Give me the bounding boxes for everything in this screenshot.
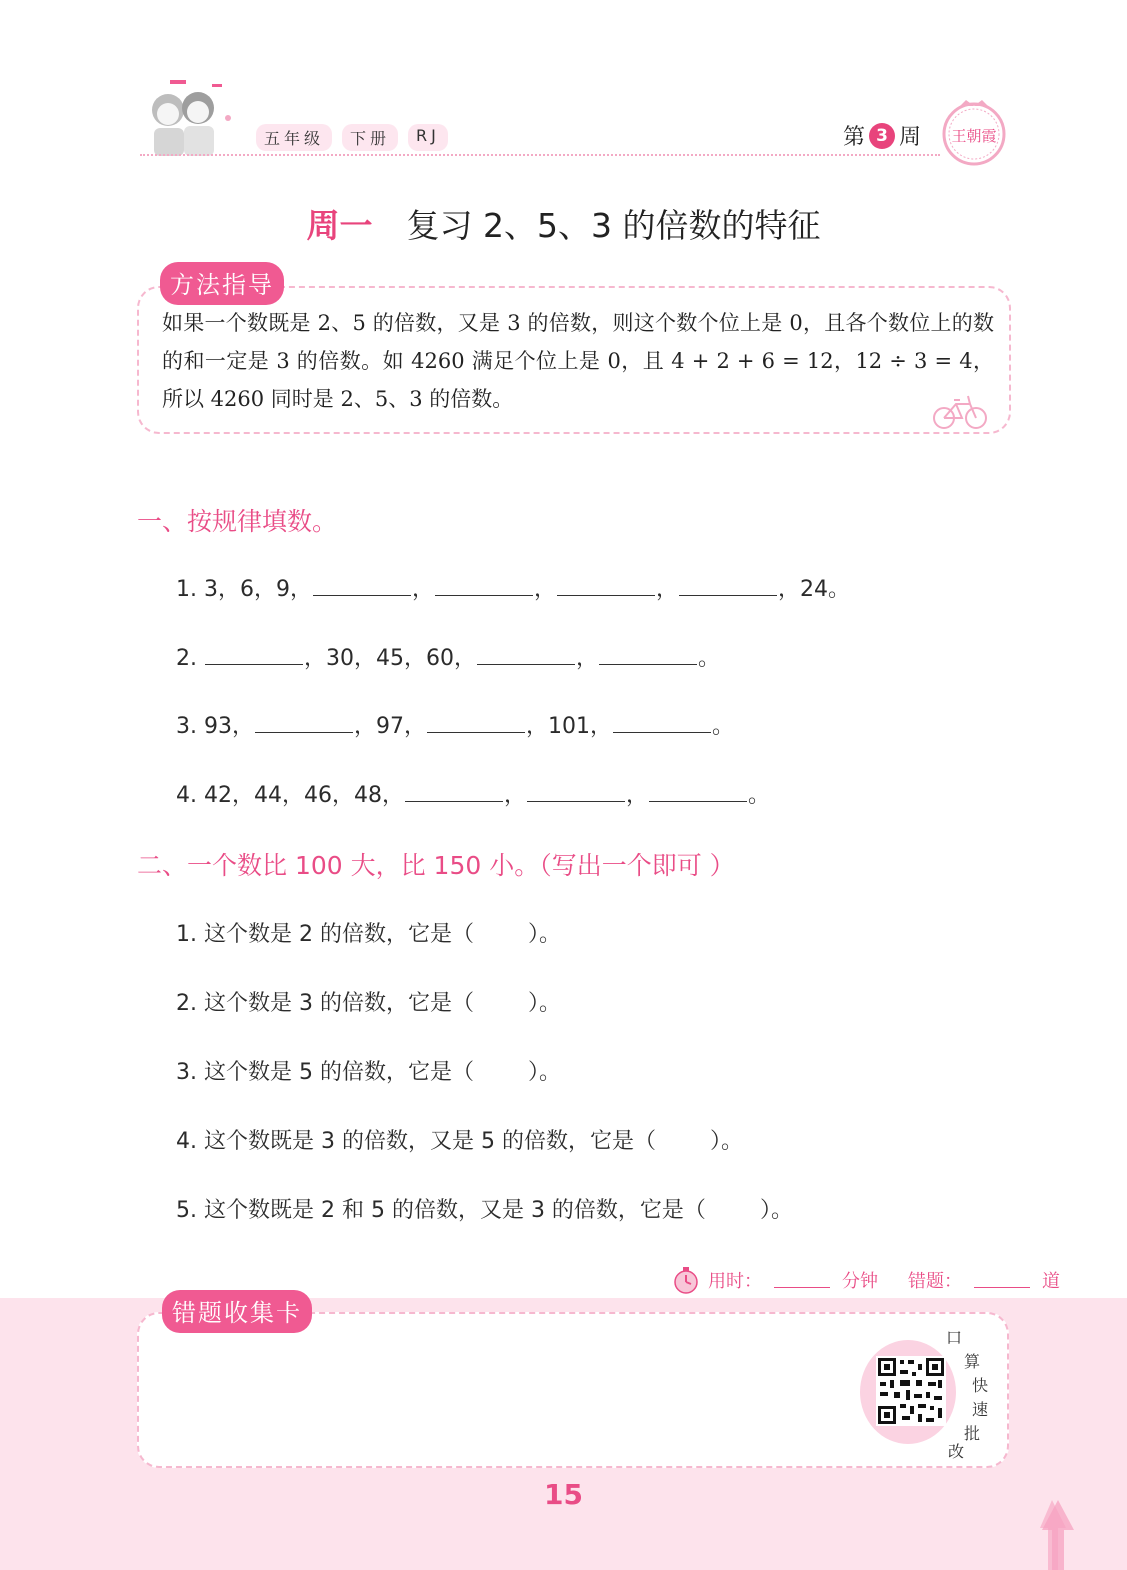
qr-caption: 口 算 快 速 批 改 <box>946 1328 989 1461</box>
week-prefix: 第 <box>842 125 865 150</box>
error-unit: 道 <box>1042 1271 1060 1292</box>
answer-blank[interactable] <box>679 577 777 596</box>
arrow-up-icon <box>1040 1500 1076 1570</box>
answer-blank[interactable] <box>599 646 697 665</box>
qr-code-icon[interactable] <box>876 1356 946 1426</box>
stopwatch-icon <box>672 1266 700 1294</box>
section2-heading: 二、一个数比 100 大，比 150 小。（写出一个即可 ） <box>137 851 735 880</box>
time-record <box>672 1266 1060 1294</box>
grade-tag: 五年级 <box>256 124 332 151</box>
s1-question-1: 1. 3，6，9， ， ， ， ，24。 <box>176 577 851 602</box>
s2-question-4: 4. 这个数既是 3 的倍数，又是 5 的倍数，它是（ ）。 <box>176 1129 743 1154</box>
answer-blank[interactable] <box>205 646 303 665</box>
page-number: 15 <box>544 1478 583 1511</box>
volume-tag: 下册 <box>342 124 398 151</box>
answer-blank[interactable] <box>435 577 533 596</box>
time-label: 用时： <box>708 1271 762 1292</box>
method-badge: 方法指导 <box>160 262 284 305</box>
error-blank[interactable] <box>974 1273 1030 1288</box>
section1-heading: 一、按规律填数。 <box>137 507 338 536</box>
answer-blank[interactable] <box>313 577 411 596</box>
seal-text: 王朝霞 <box>951 127 997 145</box>
seal-icon <box>938 96 1010 168</box>
kids-illustration-icon <box>140 78 236 160</box>
s1-question-3: 3. 93， ，97， ，101， 。 <box>176 714 734 739</box>
title-text: 复习 2、5、3 的倍数的特征 <box>406 206 821 245</box>
s2-question-1: 1. 这个数是 2 的倍数，它是（ ）。 <box>176 922 561 947</box>
edition-tag: RJ <box>408 124 448 151</box>
header-divider <box>140 154 940 156</box>
answer-blank[interactable] <box>649 783 747 802</box>
method-text: 如果一个数既是 2、5 的倍数，又是 3 的倍数，则这个数个位上是 0，且各个数位上的数的和一定是 3 的倍数。如 4260 满足个位上是 0，且 4 + 2 + 6 = 12，12 ÷ 3 = 4，所以 4260 同时是 2、5、3 的倍数。 <box>162 311 994 411</box>
week-indicator <box>843 120 921 151</box>
error-label: 错题： <box>908 1271 962 1292</box>
answer-blank[interactable] <box>427 714 525 733</box>
answer-blank[interactable] <box>405 783 503 802</box>
answer-blank[interactable] <box>613 714 711 733</box>
s2-question-5: 5. 这个数既是 2 和 5 的倍数，又是 3 的倍数，它是（ ）。 <box>176 1198 793 1223</box>
week-number: 3 <box>869 123 895 149</box>
week-suffix: 周 <box>898 125 921 150</box>
answer-blank[interactable] <box>527 783 625 802</box>
answer-blank[interactable] <box>557 577 655 596</box>
s2-question-2: 2. 这个数是 3 的倍数，它是（ ）。 <box>176 991 561 1016</box>
s1-question-4: 4. 42，44，46，48， ， ， 。 <box>176 783 771 808</box>
page-title <box>0 200 1127 247</box>
error-card-badge: 错题收集卡 <box>162 1290 312 1333</box>
time-unit: 分钟 <box>842 1271 878 1292</box>
answer-blank[interactable] <box>255 714 353 733</box>
s2-question-3: 3. 这个数是 5 的倍数，它是（ ）。 <box>176 1060 561 1085</box>
bicycle-icon <box>930 392 990 430</box>
time-blank[interactable] <box>774 1273 830 1288</box>
s1-question-2: 2. ，30，45，60， ， 。 <box>176 646 720 671</box>
answer-blank[interactable] <box>477 646 575 665</box>
grade-tags <box>256 124 448 151</box>
title-day: 周一 <box>306 206 373 245</box>
